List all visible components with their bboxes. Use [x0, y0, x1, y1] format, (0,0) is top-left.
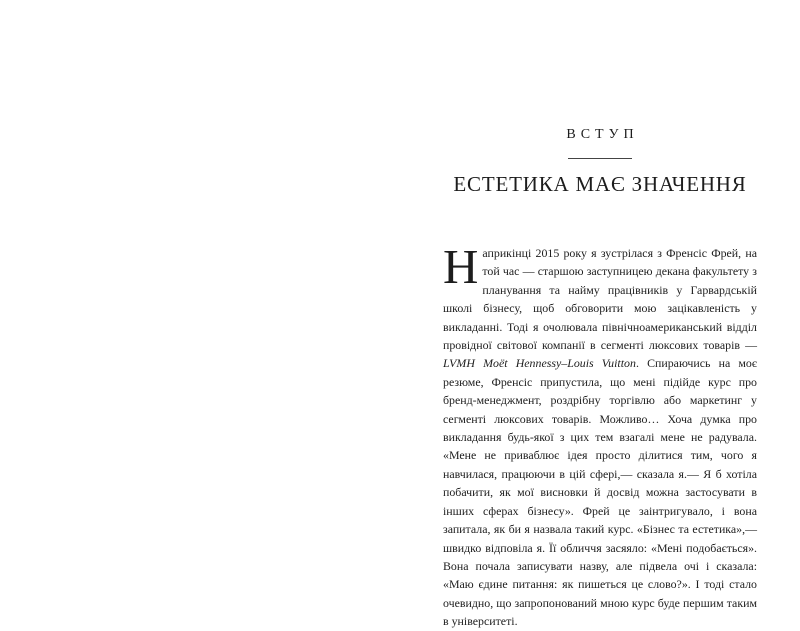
chapter-label: ВСТУП [566, 127, 639, 142]
body-text-part-2: . Спираючись на моє резюме, Френсіс припустила, що мені підійде курс про бренд-менеджмент, роздрібну торгівлю або маркетинг у сегменті люксових товарів. Можливо… Хоча думка про викладання будь-якої з цих тем взагалі мене не радувала. «Мене не приваблює ідея просто ділитися тим, чого я навчилася, працюючи в цій сфері,— сказала я.— Я б хотіла побачити, як мої висновки й досвід можна застосувати в інших сферах бізнесу». Фрей це заінтригувало, і вона запитала, як би я назвала такий курс. «Бізнес та естетика»,— швидко відповіла я. Її обличчя засяяло: «Мені подобається». Вона почала записувати назву, але підвела очі і сказала: «Маю єдине питання: як пишеться це слово?». І тоді стало очевидно, що запропонований мною курс буде першим таким в університеті. [443, 356, 757, 629]
drop-cap: Н [443, 239, 479, 294]
body-text-part-1: априкінці 2015 року я зустрілася з Френсіс Фрей, на той час — старшою заступницею декана факультету з планування та найму працівників у Гарвардській школі бізнесу, щоб обговорити мою зацікавленість у викладанні. Тоді я очолювала північноамериканський відділ провідної світової компанії в сегменті люксових товарів — [443, 246, 757, 353]
body-paragraph [443, 239, 757, 631]
chapter-divider [568, 158, 632, 159]
left-page-blank [0, 0, 400, 615]
chapter-title: ЕСТЕТИКА МАЄ ЗНАЧЕННЯ [453, 172, 747, 196]
company-name: LVMH Moët Hennessy–Louis Vuitton [443, 356, 636, 371]
right-page [400, 0, 800, 629]
